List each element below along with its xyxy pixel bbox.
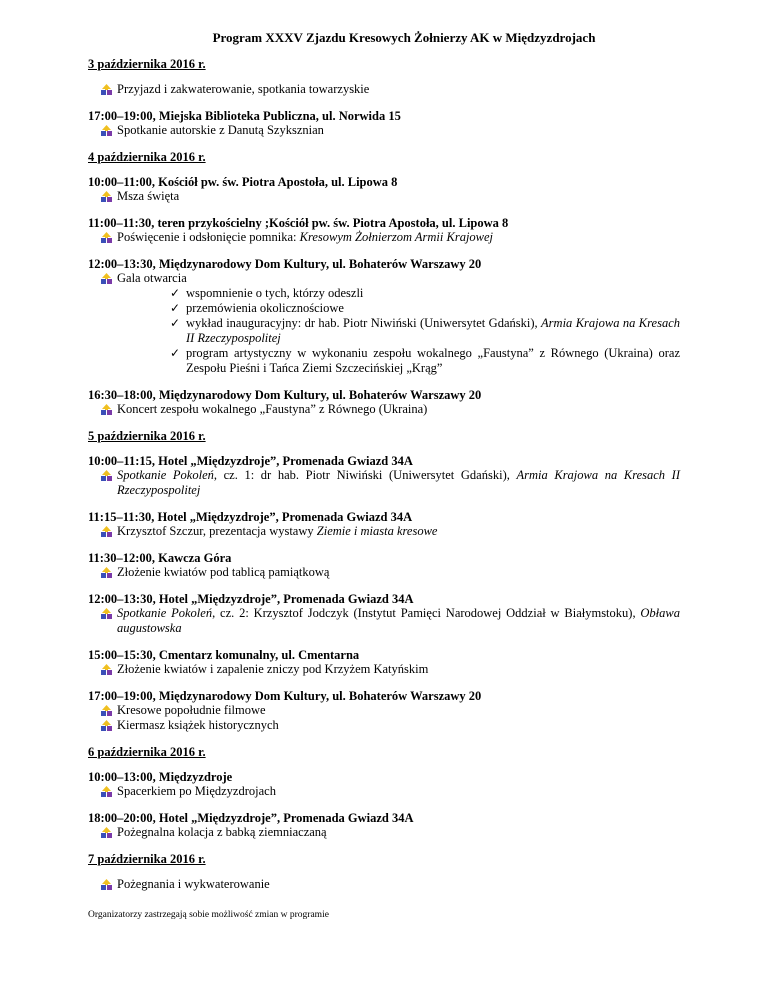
program-event (88, 454, 680, 498)
event-item (88, 82, 680, 97)
item-text: wspomnienie o tych, którzy odeszli (186, 286, 364, 300)
event-time-place: 18:00–20:00, Hotel „Międzyzdroje”, Promenada Gwiazd 34A (88, 811, 414, 825)
footer-note: Organizatorzy zastrzegają sobie możliwość zmian w programie (88, 910, 329, 920)
item-text: Pożegnalna kolacja z babką ziemniaczaną (117, 825, 327, 839)
event-time-place: 12:00–13:30, Hotel „Międzyzdroje”, Promenada Gwiazd 34A (88, 592, 414, 606)
arrow-bullet-icon (101, 232, 112, 243)
program-event (88, 510, 680, 539)
program-document (88, 30, 680, 920)
arrow-bullet-icon (101, 608, 112, 619)
event-item (88, 662, 680, 677)
event-item (88, 230, 680, 245)
program-event (88, 175, 680, 204)
event-item (88, 606, 680, 636)
item-text: wykład inauguracyjny: dr hab. Piotr Niwiński (Uniwersytet Gdański), (186, 316, 542, 330)
event-subitem (88, 286, 680, 301)
arrow-bullet-icon (101, 786, 112, 797)
item-text: Msza święta (117, 189, 180, 203)
checkmark-icon: ✓ (170, 316, 181, 330)
checkmark-icon: ✓ (170, 286, 181, 300)
event-item (88, 468, 680, 498)
arrow-bullet-icon (101, 125, 112, 136)
item-text: , cz. 2: Krzysztof Jodczyk (Instytut Pamięci Narodowej Oddział w Białymstoku), (212, 606, 641, 620)
program-event (88, 877, 680, 892)
item-text: Złożenie kwiatów i zapalenie zniczy pod Krzyżem Katyńskim (117, 662, 429, 676)
checkmark-icon: ✓ (170, 301, 181, 315)
item-text: Kresowe popołudnie filmowe (117, 703, 266, 717)
event-subitem (88, 316, 680, 346)
item-text: Spacerkiem po Międzyzdrojach (117, 784, 276, 798)
arrow-bullet-icon (101, 191, 112, 202)
page-title: Program XXXV Zjazdu Kresowych Żołnierzy AK w Międzyzdrojach (212, 30, 596, 45)
italic-title-text: Kresowym Żołnierzom Armii Krajowej (299, 230, 494, 244)
event-item (88, 402, 680, 417)
arrow-bullet-icon (101, 84, 112, 95)
program-event (88, 216, 680, 245)
program-event (88, 109, 680, 138)
item-text: program artystyczny w wykonaniu zespołu wokalnego „Faustyna” z Równego (Ukraina) oraz Zespołu Pieśni i Tańca Ziemi Szczecińskiej „Krąg” (186, 346, 680, 375)
program-event (88, 551, 680, 580)
italic-title-text: Obława augustowska (117, 606, 680, 635)
day-date-heading: 6 października 2016 r. (88, 745, 206, 759)
event-time-place: 16:30–18:00, Międzynarodowy Dom Kultury, ul. Bohaterów Warszawy 20 (88, 388, 482, 402)
item-text: Kiermasz książek historycznych (117, 718, 279, 732)
checkmark-icon: ✓ (170, 346, 181, 360)
arrow-bullet-icon (101, 526, 112, 537)
program-event (88, 388, 680, 417)
event-time-place: 10:00–11:15, Hotel „Międzyzdroje”, Promenada Gwiazd 34A (88, 454, 413, 468)
event-time-place: 10:00–13:00, Międzyzdroje (88, 770, 233, 784)
event-subitem (88, 346, 680, 376)
arrow-bullet-icon (101, 705, 112, 716)
event-time-place: 12:00–13:30, Międzynarodowy Dom Kultury, ul. Bohaterów Warszawy 20 (88, 257, 482, 271)
program-event (88, 770, 680, 799)
day-date-heading: 3 października 2016 r. (88, 57, 206, 71)
program-event (88, 592, 680, 636)
event-item (88, 524, 680, 539)
item-text: Przyjazd i zakwaterowanie, spotkania towarzyskie (117, 82, 370, 96)
event-subitem (88, 301, 680, 316)
arrow-bullet-icon (101, 567, 112, 578)
event-time-place: 17:00–19:00, Międzynarodowy Dom Kultury, ul. Bohaterów Warszawy 20 (88, 689, 482, 703)
arrow-bullet-icon (101, 404, 112, 415)
program-event (88, 811, 680, 840)
event-item (88, 825, 680, 840)
arrow-bullet-icon (101, 827, 112, 838)
event-time-place: 11:00–11:30, teren przykościelny ;Kościół pw. św. Piotra Apostoła, ul. Lipowa 8 (88, 216, 509, 230)
event-time-place: 15:00–15:30, Cmentarz komunalny, ul. Cmentarna (88, 648, 360, 662)
item-text: Złożenie kwiatów pod tablicą pamiątkową (117, 565, 330, 579)
program-event (88, 689, 680, 733)
italic-title-text: Spotkanie Pokoleń (117, 606, 213, 620)
day-date-heading: 5 października 2016 r. (88, 429, 206, 443)
day-date-heading: 7 października 2016 r. (88, 852, 206, 866)
event-item (88, 877, 680, 892)
program-event (88, 257, 680, 376)
event-item (88, 718, 680, 733)
arrow-bullet-icon (101, 273, 112, 284)
event-item (88, 189, 680, 204)
item-text: Krzysztof Szczur, prezentacja wystawy (117, 524, 317, 538)
event-item (88, 271, 680, 286)
arrow-bullet-icon (101, 664, 112, 675)
italic-title-text: Spotkanie Pokoleń (117, 468, 214, 482)
item-text: Poświęcenie i odsłonięcie pomnika: (117, 230, 300, 244)
event-item (88, 565, 680, 580)
item-text: , cz. 1: dr hab. Piotr Niwiński (Uniwersytet Gdański), (213, 468, 517, 482)
program-days (88, 57, 680, 892)
arrow-bullet-icon (101, 720, 112, 731)
event-item (88, 784, 680, 799)
event-time-place: 11:30–12:00, Kawcza Góra (88, 551, 232, 565)
event-item (88, 703, 680, 718)
program-event (88, 648, 680, 677)
item-text: przemówienia okolicznościowe (186, 301, 344, 315)
item-text: Koncert zespołu wokalnego „Faustyna” z Równego (Ukraina) (117, 402, 428, 416)
event-time-place: 17:00–19:00, Miejska Biblioteka Publiczna, ul. Norwida 15 (88, 109, 401, 123)
day-date-heading: 4 października 2016 r. (88, 150, 206, 164)
program-event (88, 82, 680, 97)
event-time-place: 10:00–11:00, Kościół pw. św. Piotra Apostoła, ul. Lipowa 8 (88, 175, 398, 189)
event-item (88, 123, 680, 138)
item-text: Spotkanie autorskie z Danutą Szyksznian (117, 123, 324, 137)
item-text: Gala otwarcia (117, 271, 187, 285)
italic-title-text: Ziemie i miasta kresowe (316, 524, 438, 538)
event-time-place: 11:15–11:30, Hotel „Międzyzdroje”, Promenada Gwiazd 34A (88, 510, 413, 524)
arrow-bullet-icon (101, 470, 112, 481)
arrow-bullet-icon (101, 879, 112, 890)
italic-title-text: Armia Krajowa na Kresach II Rzeczypospolitej (186, 316, 681, 345)
item-text: Pożegnania i wykwaterowanie (117, 877, 270, 891)
italic-title-text: Armia Krajowa na Kresach II Rzeczypospolitej (117, 468, 681, 497)
